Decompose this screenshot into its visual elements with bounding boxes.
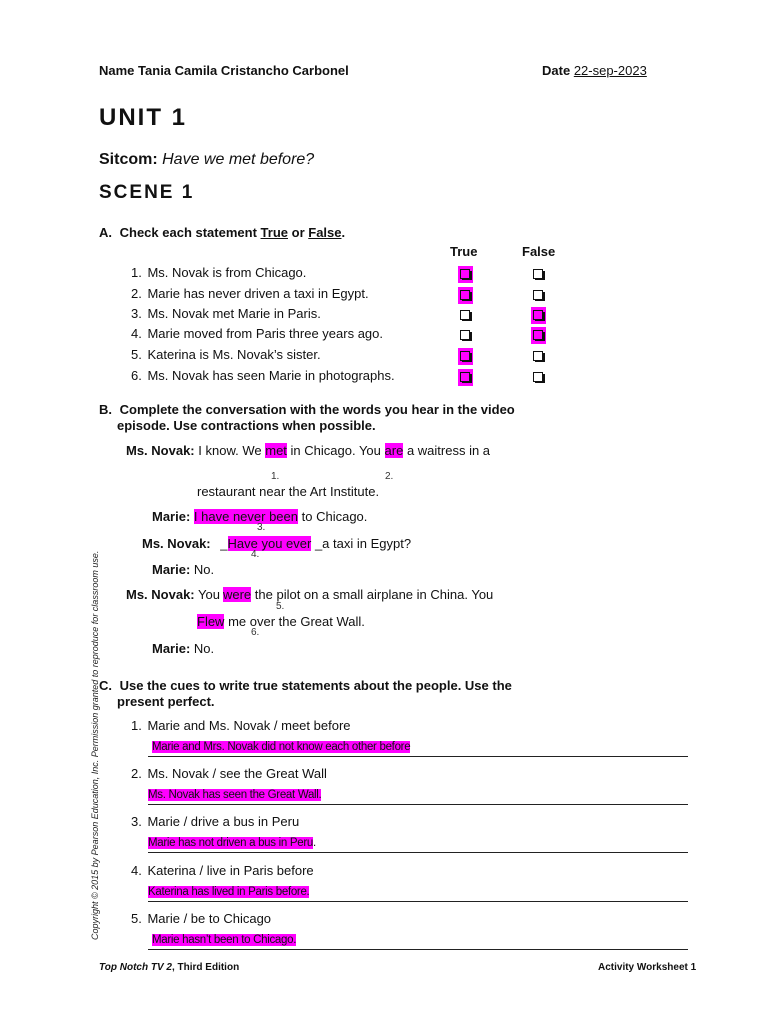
item-number: 2. (131, 286, 142, 301)
speaker-novak: Ms. Novak: (126, 443, 195, 458)
true-checkbox[interactable] (458, 287, 473, 304)
true-false-item (131, 265, 306, 280)
section-a-period: . (341, 225, 346, 240)
item-number: 4. (131, 326, 142, 341)
answer-line[interactable] (152, 741, 410, 753)
written-answer[interactable]: Marie hasn’t been to Chicago. (152, 934, 297, 946)
cue-item (131, 766, 327, 781)
item-statement: Katerina is Ms. Novak’s sister. (147, 347, 321, 362)
dialogue-line-6 (126, 587, 493, 602)
item-statement: Ms. Novak has seen Marie in photographs. (147, 368, 395, 383)
false-checkbox[interactable] (531, 369, 546, 386)
footer-book (99, 962, 239, 973)
name-line (99, 63, 349, 78)
dialogue-line-8 (152, 641, 214, 656)
section-b-instructions (99, 402, 515, 434)
dialogue-line-4 (142, 536, 411, 551)
answer-2[interactable]: are (384, 443, 404, 458)
side-copyright: Copyright © 2015 by Pearson Education, Inc. Permission granted to reproduce for classroom use. (90, 550, 100, 940)
item-cue: Marie / drive a bus in Peru (147, 814, 300, 829)
speaker-novak: Ms. Novak: (126, 587, 195, 602)
blank-number-1: 1. (271, 471, 280, 482)
section-c-text-1: Use the cues to write true statements about the people. Use the (119, 678, 512, 693)
section-c-instructions (99, 678, 512, 710)
blank-number-5: 5. (276, 601, 285, 612)
speaker-marie: Marie: (152, 641, 191, 656)
section-b-text-1: Complete the conversation with the words you hear in the video (119, 402, 515, 417)
item-number: 1. (131, 265, 142, 280)
true-checkbox[interactable] (458, 369, 473, 386)
answer-4[interactable]: Have you ever (227, 536, 312, 551)
dialogue-line-5 (152, 562, 214, 577)
speaker-marie: Marie: (152, 509, 191, 524)
dialogue-text: the pilot on a small airplane in China. You (254, 587, 494, 602)
true-false-item (131, 286, 369, 301)
section-a-false-word: False (308, 225, 342, 240)
answer-5[interactable]: were (222, 587, 252, 602)
dialogue-text: _a taxi in Egypt? (314, 536, 412, 551)
item-cue: Katerina / live in Paris before (147, 863, 314, 878)
written-answer[interactable]: Marie has not driven a bus in Peru (148, 837, 313, 849)
section-a-or: or (291, 225, 305, 240)
answer-line[interactable] (148, 837, 316, 849)
date-line (542, 63, 647, 78)
item-number: 5. (131, 911, 142, 926)
true-false-item (131, 347, 321, 362)
true-false-item (131, 326, 383, 341)
answer-underline (148, 949, 688, 950)
false-checkbox[interactable] (531, 327, 546, 344)
dialogue-text: a waitress in a (406, 443, 491, 458)
answer-line[interactable] (148, 886, 309, 898)
item-number: 5. (131, 347, 142, 362)
name-label: Name (99, 63, 135, 78)
sitcom-label: Sitcom: (99, 151, 158, 168)
blank-underline: _ (220, 536, 228, 551)
cue-item (131, 911, 271, 926)
blank-number-3: 3. (257, 522, 266, 533)
cue-item (131, 863, 314, 878)
item-statement: Ms. Novak met Marie in Paris. (147, 306, 321, 321)
column-false-header: False (522, 244, 556, 259)
false-checkbox[interactable] (531, 287, 546, 304)
blank-number-4: 4. (251, 549, 260, 560)
speaker-marie: Marie: (152, 562, 191, 577)
answer-period: . (312, 837, 317, 849)
written-answer[interactable]: Ms. Novak has seen the Great Wall. (148, 789, 322, 801)
footer-edition: , Third Edition (171, 962, 240, 973)
speaker-novak: Ms. Novak: (142, 536, 211, 551)
section-a-true-word: True (260, 225, 288, 240)
item-cue: Marie and Ms. Novak / meet before (147, 718, 351, 733)
dialogue-text: I know. We (198, 443, 262, 458)
item-cue: Ms. Novak / see the Great Wall (147, 766, 327, 781)
section-b-letter: B. (99, 402, 112, 417)
blank-number-6: 6. (251, 627, 260, 638)
footer-book-title: Top Notch TV 2 (99, 962, 172, 973)
name-value[interactable]: Tania Camila Cristancho Carbonel (138, 63, 349, 78)
item-cue: Marie / be to Chicago (147, 911, 272, 926)
answer-3[interactable]: I have never been (193, 509, 298, 524)
answer-6[interactable]: Flew (197, 614, 225, 629)
answer-line[interactable] (148, 789, 321, 801)
item-number: 6. (131, 368, 142, 383)
dialogue-line-2: restaurant near the Art Institute. (197, 484, 380, 499)
answer-underline (148, 756, 688, 757)
true-checkbox[interactable] (458, 307, 473, 324)
false-checkbox[interactable] (531, 348, 546, 365)
false-checkbox[interactable] (531, 307, 546, 324)
dialogue-text: No. (193, 562, 215, 577)
dialogue-text: No. (193, 641, 215, 656)
section-c-letter: C. (99, 678, 112, 693)
cue-item (131, 718, 351, 733)
false-checkbox[interactable] (531, 266, 546, 283)
dialogue-line-1 (126, 443, 490, 458)
footer-worksheet: Activity Worksheet 1 (598, 962, 697, 973)
true-false-item (131, 368, 395, 383)
cue-item (131, 814, 299, 829)
item-number: 3. (131, 306, 142, 321)
answer-underline (148, 901, 688, 902)
item-number: 2. (131, 766, 142, 781)
item-statement: Ms. Novak is from Chicago. (147, 265, 307, 280)
date-label: Date (542, 63, 571, 78)
item-number: 1. (131, 718, 142, 733)
sitcom-episode: Have we met before? (162, 151, 315, 168)
answer-line[interactable] (152, 934, 296, 946)
true-checkbox[interactable] (458, 266, 473, 283)
section-a-instructions (99, 225, 345, 240)
unit-title: UNIT 1 (99, 104, 188, 131)
item-number: 4. (131, 863, 142, 878)
scene-title: SCENE 1 (99, 182, 195, 203)
true-checkbox[interactable] (458, 327, 473, 344)
date-value[interactable]: 22-sep-2023 (573, 63, 647, 78)
dialogue-line-7 (197, 614, 365, 629)
item-statement: Marie has never driven a taxi in Egypt. (147, 286, 369, 301)
dialogue-text: me over the Great Wall. (228, 614, 365, 629)
section-a-text: Check each statement (119, 225, 257, 240)
item-statement: Marie moved from Paris three years ago. (147, 326, 384, 341)
dialogue-text: You (198, 587, 220, 602)
dialogue-text: to Chicago. (301, 509, 368, 524)
dialogue-text: in Chicago. You (290, 443, 381, 458)
written-answer[interactable]: Katerina has lived in Paris before. (148, 886, 310, 898)
answer-1[interactable]: met (265, 443, 287, 458)
item-number: 3. (131, 814, 142, 829)
true-checkbox[interactable] (458, 348, 473, 365)
true-false-item (131, 306, 321, 321)
blank-number-2: 2. (385, 471, 394, 482)
answer-underline (148, 852, 688, 853)
section-a-letter: A. (99, 225, 112, 240)
section-c-text-2: present perfect. (117, 694, 215, 709)
column-true-header: True (450, 244, 478, 259)
sitcom-title (99, 151, 314, 169)
section-b-text-2: episode. Use contractions when possible. (117, 418, 376, 433)
answer-underline (148, 804, 688, 805)
written-answer[interactable]: Marie and Mrs. Novak did not know each other before (152, 741, 411, 753)
